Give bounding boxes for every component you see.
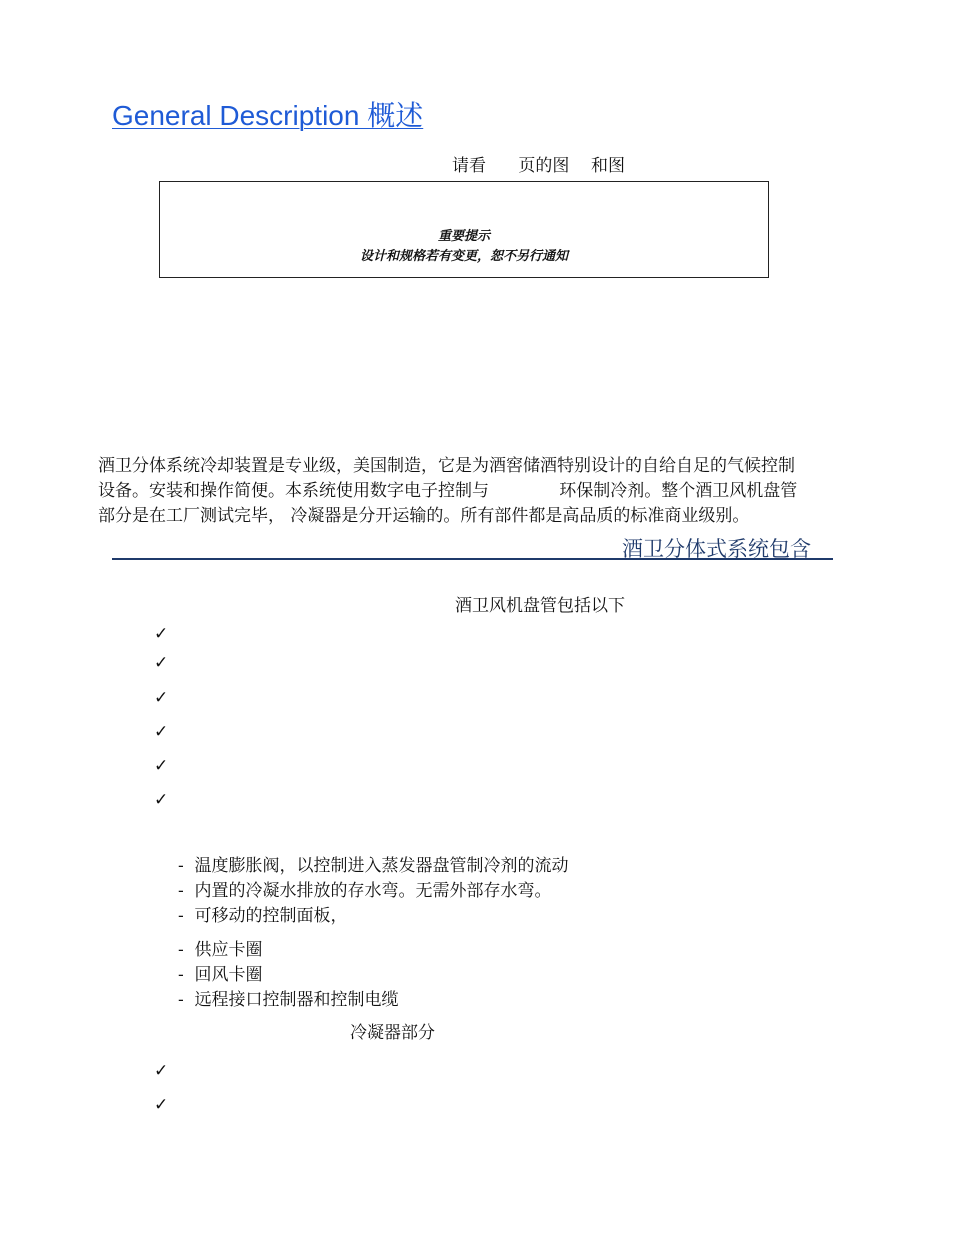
list-item: - 可移动的控制面板，	[178, 906, 348, 926]
checkmark-icon: ✓	[154, 1095, 169, 1115]
notice-text: 设计和规格若有变更，恕不另行通知	[359, 249, 568, 264]
section-title: 酒卫分体式系统包含	[622, 537, 811, 561]
important-notice-box	[159, 181, 769, 278]
intro-line-1: 酒卫分体系统冷却装置是专业级，美国制造，它是为酒窖储酒特别设计的自给自足的气候控制	[98, 456, 795, 476]
list-item: - 温度膨胀阀，以控制进入蒸发器盘管制冷剂的流动	[178, 856, 569, 876]
list-item: - 远程接口控制器和控制电缆	[178, 990, 399, 1010]
page-title: General Description 概述	[112, 100, 424, 131]
checkmark-icon: ✓	[154, 688, 169, 708]
intro-line-3: 部分是在工厂测试完毕， 冷凝器是分开运输的。所有部件都是高品质的标准商业级别。	[98, 506, 750, 526]
checkmark-icon: ✓	[154, 1061, 169, 1081]
checkmark-icon: ✓	[154, 756, 169, 776]
intro-line-2: 设备。安装和操作简便。本系统使用数字电子控制与 环保制冷剂。整个酒卫风机盘管	[98, 481, 798, 501]
list-item: - 回风卡圈	[178, 965, 263, 985]
fan-coil-heading: 酒卫风机盘管包括以下	[455, 596, 625, 616]
list-item: - 内置的冷凝水排放的存水弯。无需外部存水弯。	[178, 881, 552, 901]
condenser-heading: 冷凝器部分	[350, 1023, 435, 1043]
see-figures-note: 请看 页的图 和图	[452, 156, 626, 176]
list-item: - 供应卡圈	[178, 940, 263, 960]
notice-title: 重要提示	[437, 229, 490, 244]
checkmark-icon: ✓	[154, 624, 169, 644]
checkmark-icon: ✓	[154, 722, 169, 742]
checkmark-icon: ✓	[154, 653, 169, 673]
checkmark-icon: ✓	[154, 790, 169, 810]
